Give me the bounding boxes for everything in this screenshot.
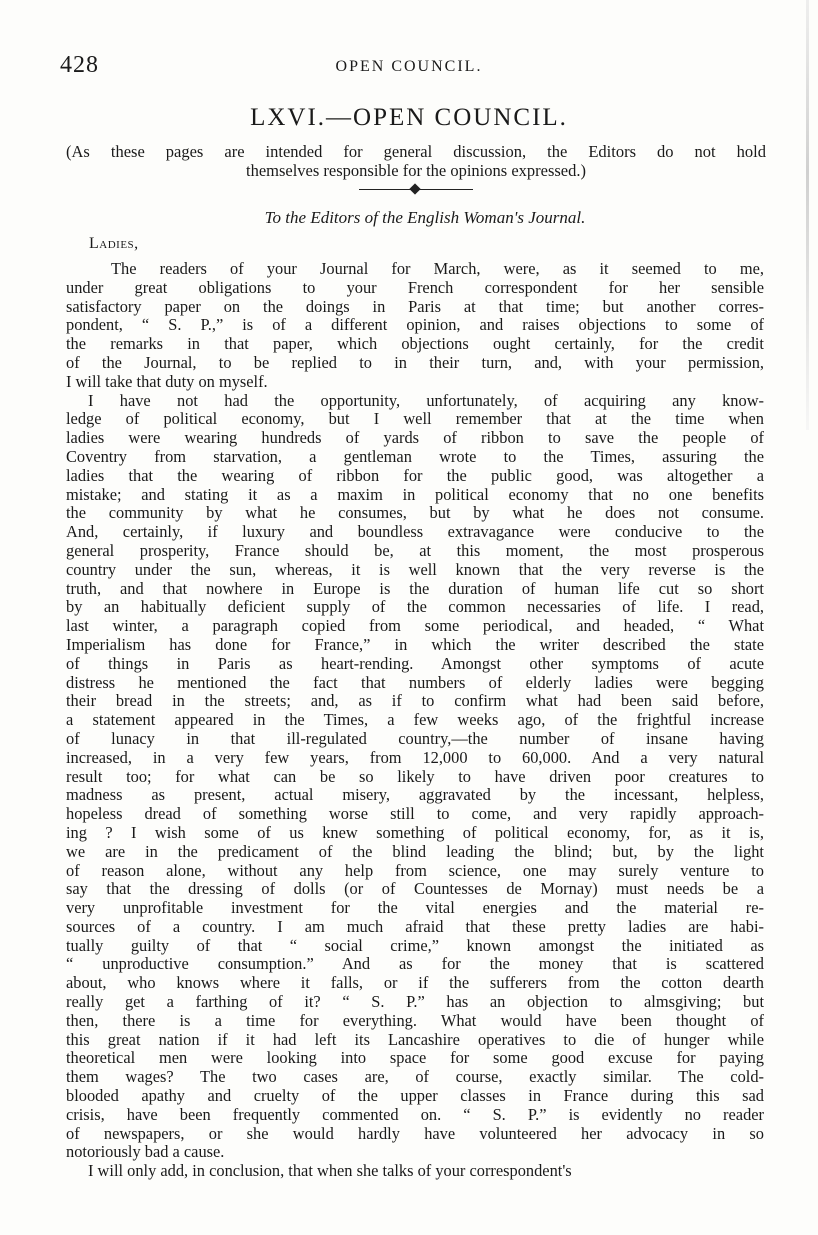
body-line: The readers of your Journal for March, were, as it seemed to me, bbox=[111, 259, 764, 278]
body-line: country under the sun, whereas, it is well known that the very reverse is the bbox=[66, 559, 764, 579]
ornament-diamond-icon bbox=[409, 183, 420, 194]
body-line: then, there is a time for everything. What would have been thought of bbox=[66, 1010, 764, 1030]
section-title: LXVI.—OPEN COUNCIL. bbox=[250, 104, 568, 131]
body-line: their bread in the streets; and, as if to confirm what had been said before, bbox=[66, 691, 764, 711]
body-line: them wages? The two cases are, of course, exactly similar. The cold- bbox=[66, 1067, 764, 1087]
body-line: of reason alone, without any help from science, one may surely venture to bbox=[66, 860, 764, 880]
editorial-note-line-1: (As these pages are intended for general discussion, the Editors do not hold bbox=[66, 142, 766, 161]
body-line: a statement appeared in the Times, a few weeks ago, of the frightful increase bbox=[66, 710, 764, 730]
body-line: And, certainly, if luxury and boundless extravagance were conducive to the bbox=[66, 522, 764, 542]
page-number: 428 bbox=[60, 52, 99, 78]
body-line: general prosperity, France should be, at this moment, the most prosperous bbox=[66, 540, 764, 560]
body-line: under great obligations to your French correspondent for her sensible bbox=[66, 277, 764, 297]
body-line: we are in the predicament of the blind leading the blind; but, by the light bbox=[66, 841, 764, 861]
body-line: crisis, have been frequently commented on. “ S. P.” is evidently no reader bbox=[66, 1104, 764, 1124]
body-line: of things in Paris as heart-rending. Amongst other symptoms of acute bbox=[66, 653, 764, 673]
body-line: ladies that the wearing of ribbon for the public good, was altogether a bbox=[66, 465, 764, 485]
body-line: mistake; and stating it as a maxim in political economy that no one benefits bbox=[66, 484, 764, 504]
letter-address: To the Editors of the English Woman's Journal. bbox=[264, 208, 586, 227]
body-line: the remarks in that paper, which objections ought certainly, for the credit bbox=[66, 334, 764, 354]
body-line: say that the dressing of dolls (or of Countesses de Mornay) must needs be a bbox=[66, 879, 764, 899]
body-line: “ unproductive consumption.” And as for the money that is scattered bbox=[66, 954, 764, 974]
body-line: ladies were wearing hundreds of yards of ribbon to save the people of bbox=[66, 428, 764, 448]
body-line: satisfactory paper on the doings in Paris at that time; but another corres- bbox=[66, 296, 764, 316]
body-line: last winter, a paragraph copied from some periodical, and headed, “ What bbox=[66, 616, 764, 636]
body-line: about, who knows where it falls, or if the sufferers from the cotton dearth bbox=[66, 973, 764, 993]
body-line: of lunacy in that ill-regulated country,—the number of insane having bbox=[66, 728, 764, 748]
body-line: tually guilty of that “ social crime,” known amongst the initiated as bbox=[66, 935, 764, 955]
body-line: very unprofitable investment for the vital energies and the material re- bbox=[66, 898, 764, 918]
body-line: the community by what he consumes, but by what he does not consume. bbox=[66, 503, 764, 523]
body-line: sources of a country. I am much afraid that these pretty ladies are habi- bbox=[66, 916, 764, 936]
body-line: of the Journal, to be replied to in their turn, and, with your permission, bbox=[66, 352, 764, 372]
body-line: ing ? I wish some of us knew something of political economy, for, as it is, bbox=[66, 822, 764, 842]
body-line: truth, and that nowhere in Europe is the duration of human life cut so short bbox=[66, 578, 764, 598]
letter-body bbox=[66, 260, 764, 1181]
body-line: madness as present, actual misery, aggravated by the incessant, helpless, bbox=[66, 785, 764, 805]
body-line: I will only add, in conclusion, that when she talks of your correspondent's bbox=[88, 1161, 572, 1181]
body-line: Coventry from starvation, a gentleman wrote to the Times, assuring the bbox=[66, 446, 764, 466]
body-line: ledge of political economy, but I well remember that at the time when bbox=[66, 409, 764, 429]
body-line: blooded apathy and cruelty of the upper classes in France during this sad bbox=[66, 1086, 764, 1106]
editorial-note-line-2: themselves responsible for the opinions expressed.) bbox=[245, 161, 586, 180]
body-line: increased, in a very few years, from 12,000 to 60,000. And a very natural bbox=[66, 747, 764, 767]
body-line: theoretical men were looking into space for some good excuse for paying bbox=[66, 1048, 764, 1068]
body-line: of newspapers, or she would hardly have volunteered her advocacy in so bbox=[66, 1123, 764, 1143]
running-head: OPEN COUNCIL. bbox=[335, 58, 483, 75]
body-line: result too; for what can be so likely to have driven poor creatures to bbox=[66, 766, 764, 786]
body-line: I have not had the opportunity, unfortunately, of acquiring any know- bbox=[88, 390, 764, 410]
body-line: notoriously bad a cause. bbox=[66, 1142, 225, 1162]
body-line: by an habitually deficient supply of the common necessaries of life. I read, bbox=[66, 597, 764, 617]
body-line: pondent, “ S. P.,” is of a different opinion, and raises objections to some of bbox=[66, 315, 764, 335]
body-line: distress he mentioned the fact that numbers of elderly ladies were begging bbox=[66, 672, 764, 692]
body-line: I will take that duty on myself. bbox=[66, 371, 268, 391]
body-line: Imperialism has done for France,” in which the writer described the state bbox=[66, 634, 764, 654]
body-line: this great nation if it had left its Lancashire operatives to die of hunger while bbox=[66, 1029, 764, 1049]
body-line: hopeless dread of something worse still to come, and very rapidly approach- bbox=[66, 804, 764, 824]
body-line: really get a farthing of it? “ S. P.” has an objection to almsgiving; but bbox=[66, 992, 764, 1012]
editorial-note bbox=[66, 142, 766, 180]
letter-salutation: Ladies, bbox=[89, 235, 139, 252]
